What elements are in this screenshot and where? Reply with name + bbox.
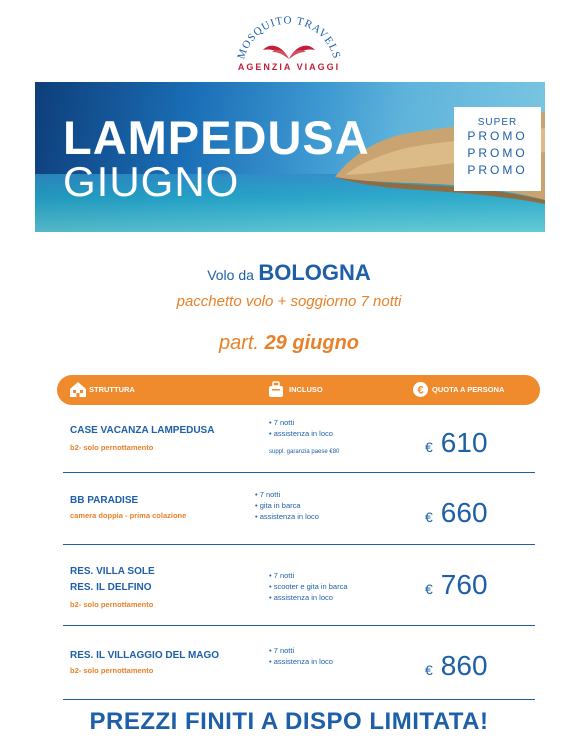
- promo-line: PROMO: [467, 129, 528, 143]
- header-structure: [69, 375, 189, 405]
- svg-text:€: €: [417, 384, 424, 397]
- currency: €: [425, 662, 433, 678]
- package-description: pacchetto volo + soggiorno 7 notti: [176, 293, 402, 310]
- room-type: b2- solo pernottamento: [70, 443, 154, 452]
- part-date: 29 giugno: [264, 332, 360, 354]
- price: [425, 427, 488, 459]
- price: [425, 569, 488, 601]
- departure-city: [0, 260, 578, 286]
- currency: €: [425, 509, 433, 525]
- footer-banner: PREZZI FINITI A DISPO LIMITATA!: [89, 708, 489, 735]
- promo-badge: [454, 107, 541, 191]
- included-item: • gita in barca: [255, 501, 301, 510]
- hotel-name: CASE VACANZA LAMPEDUSA: [70, 425, 215, 436]
- promo-super: SUPER: [477, 117, 518, 128]
- price: [425, 497, 488, 529]
- table-row: [57, 545, 540, 625]
- included-item: • 7 notti: [269, 646, 295, 655]
- hotel-name: RES. IL VILLAGGIO DEL MAGO: [70, 650, 220, 661]
- table-row: [57, 626, 540, 698]
- table-row: [57, 473, 540, 544]
- included-list: [269, 570, 348, 603]
- logo: [0, 0, 578, 80]
- currency: €: [425, 439, 433, 455]
- supplement-note: suppl. garanzia paese €80: [269, 449, 340, 455]
- building-icon: [69, 381, 87, 398]
- departure-date: [0, 332, 578, 355]
- price: [425, 650, 488, 682]
- hotel-name: RES. VILLA SOLE: [70, 566, 155, 577]
- city-name: BOLOGNA: [258, 260, 371, 285]
- room-type: b2- solo pernottamento: [70, 666, 154, 675]
- included-list: [269, 645, 333, 667]
- included-list: [255, 489, 319, 522]
- included-item: • 7 notti: [269, 418, 295, 427]
- hotel-name: BB PARADISE: [70, 495, 139, 506]
- price-value: 760: [440, 569, 488, 600]
- header-quote-label: QUOTA A PERSONA: [432, 385, 505, 394]
- hero-subtitle: GIUGNO: [63, 158, 240, 205]
- svg-text:MOSQUITO TRAVELS: [235, 14, 342, 60]
- included-item: • assistenza in loco: [269, 429, 333, 438]
- included-item: • assistenza in loco: [255, 512, 319, 521]
- included-list: [269, 417, 333, 439]
- room-type: camera doppia - prima colazione: [70, 511, 187, 520]
- part-prefix: part.: [218, 332, 259, 354]
- header-quote: [412, 375, 540, 405]
- table-row: [57, 405, 540, 472]
- currency: €: [425, 581, 433, 597]
- row-divider: [63, 699, 535, 700]
- included-item: • 7 notti: [255, 490, 281, 499]
- suitcase-icon: [268, 381, 284, 398]
- header-structure-label: STRUTTURA: [89, 385, 135, 394]
- included-item: • 7 notti: [269, 571, 295, 580]
- header-included: [268, 375, 388, 405]
- hotel-name: RES. IL DELFINO: [70, 582, 152, 593]
- promo-line: PROMO: [467, 163, 528, 177]
- mosquito-logo-icon: [230, 12, 348, 64]
- table-header: [57, 375, 540, 405]
- promo-line: PROMO: [467, 146, 528, 160]
- header-included-label: INCLUSO: [289, 385, 323, 394]
- price-value: 660: [440, 497, 488, 528]
- room-type: b2- solo pernottamento: [70, 600, 154, 609]
- included-item: • assistenza in loco: [269, 593, 333, 602]
- euro-coin-icon: [412, 381, 429, 398]
- logo-tagline: AGENZIA VIAGGI: [237, 62, 341, 72]
- logo-name: MOSQUITO TRAVELS: [235, 14, 343, 61]
- volo-prefix: Volo da: [207, 267, 254, 283]
- hero-title: LAMPEDUSA: [63, 111, 370, 164]
- included-item: • scooter e gita in barca: [269, 582, 348, 591]
- price-value: 860: [440, 650, 488, 681]
- price-value: 610: [440, 427, 488, 458]
- included-item: • assistenza in loco: [269, 657, 333, 666]
